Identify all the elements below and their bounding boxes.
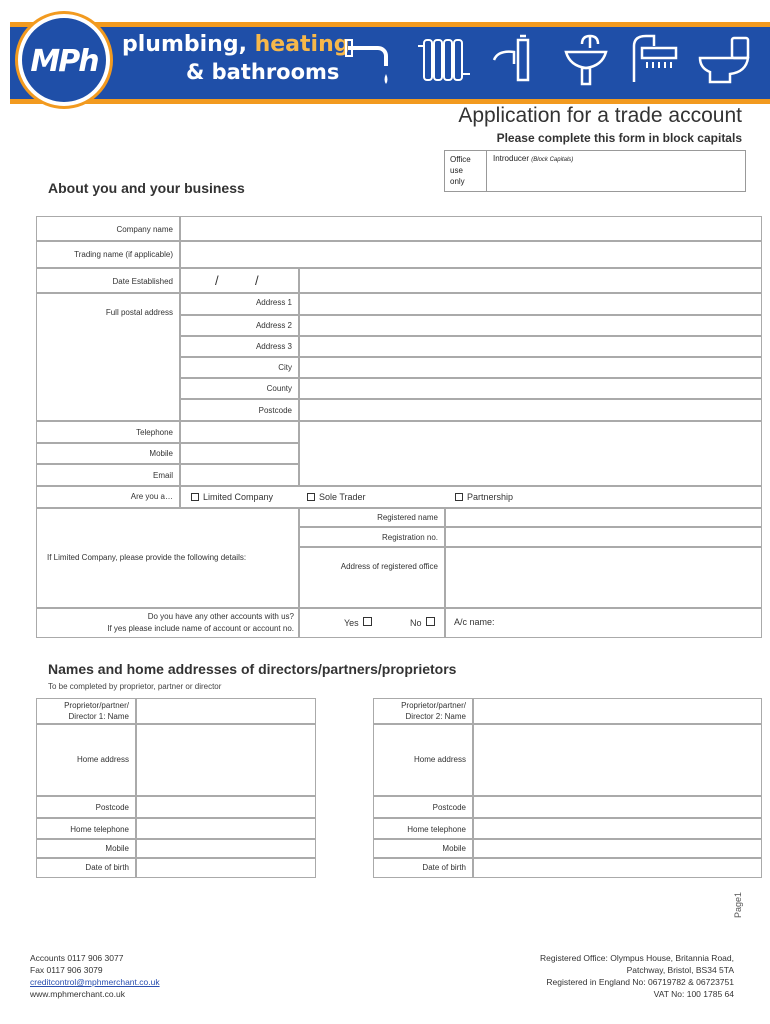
date-established-label: Date Established [112,277,173,286]
limited-company-label: Limited Company [203,492,274,502]
address1-label-cell [180,293,299,315]
business-type-options [180,486,762,508]
limited-company-checkbox[interactable] [191,493,199,501]
county-label: County [266,384,292,393]
toilet-icon [696,34,754,86]
address2-input[interactable] [299,315,762,336]
director1-name-input[interactable] [136,698,316,724]
director1-home-address-label-cell [36,724,136,796]
company-name-input[interactable] [180,216,762,241]
director1-mobile-label-cell [36,839,136,858]
director2-postcode-label-cell [373,796,473,818]
option-limited-company[interactable] [191,492,273,502]
director2-mobile-input[interactable] [473,839,762,858]
address2-label: Address 2 [255,321,292,330]
director2-home-address-input[interactable] [473,724,762,796]
director2-mobile-label: Mobile [442,844,466,853]
director2-postcode-input[interactable] [473,796,762,818]
footer-office-line1: Registered Office: Olympus House, Britannia Road, [539,953,734,963]
option-partnership[interactable] [455,492,513,502]
director1-home-address-label: Home address [76,755,129,764]
section2-heading: Names and home addresses of directors/partners/proprietors [48,661,457,677]
footer-office-line2: Patchway, Bristol, BS34 5TA [626,965,734,975]
mobile-input[interactable] [180,443,299,464]
tap-pipe-icon [344,34,400,86]
sole-trader-label: Sole Trader [319,492,366,502]
registration-no-label-cell [299,527,445,547]
director2-mobile-label-cell [373,839,473,858]
partnership-checkbox[interactable] [455,493,463,501]
director1-dob-input[interactable] [136,858,316,878]
email-label: Email [152,471,173,480]
tagline-line2: & bathrooms [186,60,340,84]
telephone-input[interactable] [180,421,299,443]
office-label-2: use [450,166,463,175]
director2-label-line1: Proprietor/partner/ [401,701,466,710]
director1-postcode-input[interactable] [136,796,316,818]
city-input[interactable] [299,357,762,378]
registered-office-label-cell [299,547,445,608]
postcode-label: Postcode [258,406,292,415]
page-title: Application for a trade account [458,104,742,127]
trading-name-label-cell [36,241,180,268]
no-option[interactable] [410,617,435,628]
trading-name-label: Trading name (if applicable) [74,250,173,259]
are-you-label-cell [36,486,180,508]
other-accounts-yes-no [299,608,445,638]
date-established-label-cell [36,268,180,293]
page-number: Page1 [733,891,744,919]
footer-accounts-phone: Accounts 0117 906 3077 [30,953,124,963]
director1-mobile-label: Mobile [105,844,129,853]
footer-fax: Fax 0117 906 3079 [30,965,103,975]
limited-details-cell [36,508,299,608]
postcode-label-cell [180,399,299,421]
option-sole-trader[interactable] [307,492,366,502]
mph-logo [18,14,110,106]
section1-heading: About you and your business [48,180,245,196]
footer-company-number: Registered in England No: 06719782 & 06723751 [546,977,734,987]
address3-input[interactable] [299,336,762,357]
full-postal-address-label: Full postal address [105,308,173,317]
registration-no-input[interactable] [445,527,762,547]
address3-label: Address 3 [255,342,292,351]
director1-dob-label: Date of birth [85,863,129,872]
ac-name-label: A/c name: [454,617,495,627]
company-name-label-cell [36,216,180,241]
date-established-input[interactable] [180,268,299,293]
registered-office-input[interactable] [445,547,762,608]
email-input[interactable] [180,464,299,486]
county-input[interactable] [299,378,762,399]
registered-name-label-cell [299,508,445,527]
director1-dob-label-cell [36,858,136,878]
radiator-icon [418,34,474,86]
ac-name-input[interactable] [445,608,762,638]
director2-home-address-label-cell [373,724,473,796]
no-checkbox[interactable] [426,617,435,626]
introducer-label: Introducer [493,154,530,163]
mobile-label-cell [36,443,180,464]
director2-dob-input[interactable] [473,858,762,878]
registered-name-label: Registered name [377,513,438,522]
registered-name-input[interactable] [445,508,762,527]
director1-home-telephone-input[interactable] [136,818,316,839]
director1-mobile-input[interactable] [136,839,316,858]
director1-label-line2: Director 1: Name [68,712,129,721]
office-use-box [444,150,746,192]
section2-hint: To be completed by proprietor, partner or director [48,682,222,691]
yes-label: Yes [344,618,359,628]
sole-trader-checkbox[interactable] [307,493,315,501]
introducer-field[interactable] [493,154,573,163]
contact-empty-area [299,421,762,486]
other-accounts-label-cell [36,608,299,638]
basin-icon [560,34,616,86]
address2-label-cell [180,315,299,336]
yes-checkbox[interactable] [363,617,372,626]
director2-dob-label: Date of birth [422,863,466,872]
mixer-tap-icon [488,34,544,86]
tagline-accent: heating [254,32,350,57]
registered-office-label: Address of registered office [340,562,438,571]
director2-home-address-label: Home address [413,755,466,764]
logo-text: MPh [30,44,98,79]
limited-details-label: If Limited Company, please provide the following details: [47,553,247,562]
page-subtitle: Please complete this form in block capitals [496,131,742,145]
other-accounts-question: Do you have any other accounts with us? [147,612,294,621]
yes-option[interactable] [344,617,372,628]
footer-email-link[interactable]: creditcontrol@mphmerchant.co.uk [30,977,160,987]
city-label-cell [180,357,299,378]
director1-postcode-label: Postcode [95,803,129,812]
footer-contacts [30,952,160,1000]
address3-label-cell [180,336,299,357]
telephone-label: Telephone [136,428,173,437]
director1-label-line1: Proprietor/partner/ [64,701,129,710]
director2-name-label-cell [373,698,473,724]
director1-home-address-input[interactable] [136,724,316,796]
footer-website: www.mphmerchant.co.uk [30,989,125,999]
postcode-input[interactable] [299,399,762,421]
address1-input[interactable] [299,293,762,315]
tagline-part1: plumbing, [122,32,255,57]
footer-registered-office [540,952,734,1000]
director1-name-label-cell [36,698,136,724]
director1-home-telephone-label: Home telephone [70,825,129,834]
director2-name-input[interactable] [473,698,762,724]
office-use-label [445,151,487,191]
are-you-label: Are you a… [130,492,173,501]
director2-home-telephone-input[interactable] [473,818,762,839]
date-established-empty [299,268,762,293]
other-accounts-instruction: If yes please include name of account or account no. [107,624,294,633]
introducer-note: (Block Capitals) [531,157,574,163]
county-label-cell [180,378,299,399]
company-name-label: Company name [116,225,173,234]
shower-icon [630,34,686,86]
partnership-label: Partnership [467,492,514,502]
director1-home-telephone-label-cell [36,818,136,839]
registration-no-label: Registration no. [381,533,438,542]
date-sep-1: / [215,273,219,288]
no-label: No [410,618,422,628]
director2-dob-label-cell [373,858,473,878]
full-postal-address-cell [36,293,180,421]
director2-postcode-label: Postcode [432,803,466,812]
director2-home-telephone-label-cell [373,818,473,839]
telephone-label-cell [36,421,180,443]
trading-name-input[interactable] [180,241,762,268]
city-label: City [278,363,292,372]
office-label-1: Office [450,155,471,164]
footer-vat-number: VAT No: 100 1785 64 [653,989,734,999]
tagline-line1 [122,32,350,57]
mobile-label: Mobile [149,449,173,458]
director2-home-telephone-label: Home telephone [407,825,466,834]
director2-label-line2: Director 2: Name [405,712,466,721]
office-label-3: only [450,177,465,186]
director1-postcode-label-cell [36,796,136,818]
date-sep-2: / [255,273,259,288]
address1-label: Address 1 [255,298,292,307]
email-label-cell [36,464,180,486]
